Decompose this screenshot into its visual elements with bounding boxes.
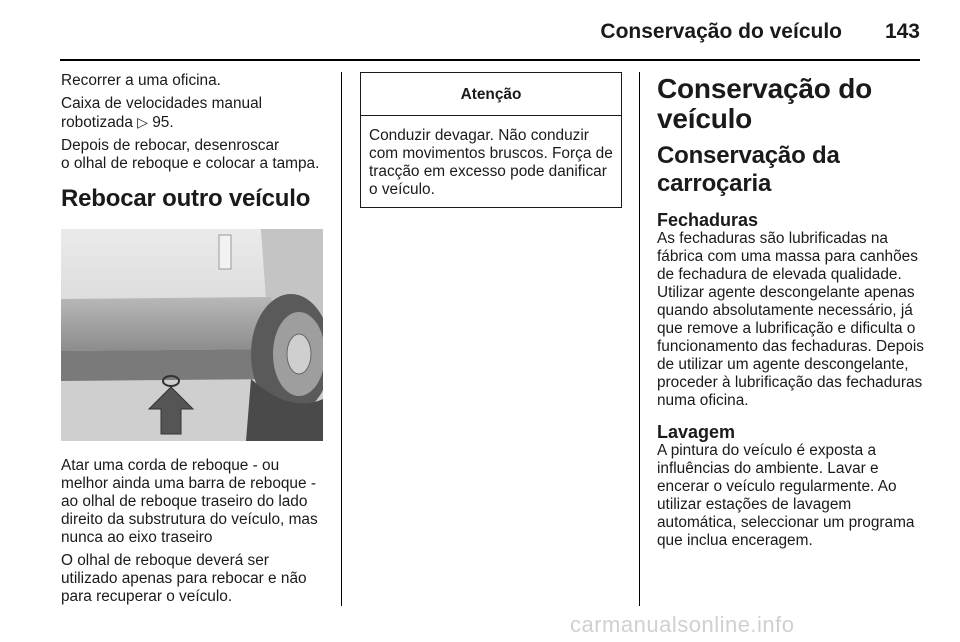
column-left — [61, 72, 327, 611]
paragraph-after-towing — [61, 137, 327, 173]
notice-box — [360, 72, 622, 208]
subheading-washing: Lavagem — [657, 422, 736, 442]
gearbox-line2: robotizada — [61, 114, 133, 131]
subheading-locks: Fechaduras — [657, 210, 759, 230]
gearbox-page-ref[interactable]: 95. — [152, 114, 174, 131]
after-towing-line2: o olhal de reboque e colocar a tampa. — [61, 155, 320, 172]
header-rule — [60, 59, 920, 61]
notice-body — [361, 116, 621, 207]
notice-text: Conduzir devagar. Não conduzir com movimentos bruscos. Força de tracção em excesso pode danificar o veículo. — [369, 127, 613, 198]
tow-eye-illustration — [61, 229, 323, 441]
paragraph-gearbox — [61, 95, 327, 132]
section-heading-towing: Rebocar outro veículo — [61, 185, 311, 212]
paragraph-washing: A pintura do veículo é exposta a influências do ambiente. Lavar e encerar o veículo regularmente. Ao utilizar estações de lavagem automática, seleccionar um programa que inclua enceragem. — [657, 442, 915, 549]
column-middle — [360, 72, 622, 208]
paragraph-tow-rope: Atar uma corda de reboque - ou melhor ainda uma barra de reboque - ao olhal de reboque traseiro do lado direito da substrutura do veículo, mas nunca ao eixo traseiro — [61, 457, 318, 546]
page-header — [0, 0, 960, 60]
page-reference-icon: ▷ — [137, 114, 148, 130]
column-right — [657, 72, 927, 555]
paragraph-workshop: Recorrer a uma oficina. — [61, 72, 221, 89]
column-divider-1 — [341, 72, 342, 606]
section-heading-bodywork: Conservação da carroçaria — [657, 142, 840, 197]
page-number: 143 — [884, 20, 920, 43]
chapter-title: Conservação do veículo — [657, 73, 873, 134]
paragraph-locks: As fechaduras são lubrificadas na fábrica com uma massa para canhões de fechadura de elevada qualidade. Utilizar agente descongelante apenas quando absolutamente necessário, já que remove a lubrificação e dificulta o funcionamento das fechaduras. Depois de utilizar um agente descongelante, proceder à lubrificação das fechaduras numa oficina. — [657, 230, 924, 409]
column-divider-2 — [639, 72, 640, 606]
paragraph-tow-eye-usage: O olhal de reboque deverá ser utilizado apenas para rebocar e não para recuperar o veículo. — [61, 552, 307, 605]
notice-title: Atenção — [361, 73, 621, 116]
watermark: carmanualsonline.info — [570, 612, 795, 637]
gearbox-line1: Caixa de velocidades manual — [61, 95, 263, 112]
header-title: Conservação do veículo — [600, 20, 842, 43]
after-towing-line1: Depois de rebocar, desenroscar — [61, 137, 280, 154]
